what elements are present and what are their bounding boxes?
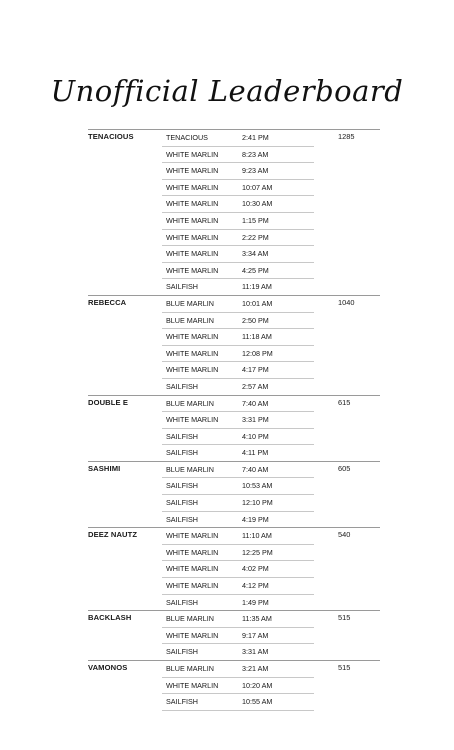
catch-row bbox=[162, 163, 314, 180]
catch-time: 11:18 AM bbox=[242, 332, 272, 342]
catch-row bbox=[162, 478, 314, 495]
catch-time: 3:34 AM bbox=[242, 249, 269, 259]
catch-time: 9:17 AM bbox=[242, 630, 269, 640]
catch-time: 1:49 PM bbox=[242, 597, 269, 607]
catch-species: WHITE MARLIN bbox=[166, 680, 219, 690]
team-points: 540 bbox=[338, 530, 351, 540]
catch-row bbox=[162, 346, 314, 363]
catch-time: 12:08 PM bbox=[242, 348, 273, 358]
catch-time: 3:31 AM bbox=[242, 647, 269, 657]
team-points: 605 bbox=[338, 463, 351, 473]
catch-time: 4:12 PM bbox=[242, 581, 269, 591]
team-name: BACKLASH bbox=[88, 613, 132, 623]
catch-row bbox=[162, 396, 314, 413]
catch-time: 4:19 PM bbox=[242, 514, 269, 524]
catch-time: 2:41 PM bbox=[242, 133, 269, 142]
catch-row bbox=[162, 545, 314, 562]
catch-list bbox=[162, 528, 314, 610]
catch-species: BLUE MARLIN bbox=[166, 398, 214, 408]
catch-species: WHITE MARLIN bbox=[166, 415, 219, 425]
catch-species: BLUE MARLIN bbox=[166, 664, 214, 673]
catch-species: WHITE MARLIN bbox=[166, 581, 219, 591]
catch-time: 9:23 AM bbox=[242, 166, 269, 176]
catch-time: 7:40 AM bbox=[242, 464, 269, 474]
catch-species: SAILFISH bbox=[166, 381, 198, 391]
catch-row bbox=[162, 512, 314, 528]
catch-row bbox=[162, 379, 314, 395]
catch-time: 11:10 AM bbox=[242, 531, 272, 541]
catch-species: WHITE MARLIN bbox=[166, 232, 219, 242]
catch-species: SAILFISH bbox=[166, 481, 198, 491]
catch-time: 11:19 AM bbox=[242, 282, 272, 292]
team-name: REBECCA bbox=[88, 297, 127, 307]
catch-row bbox=[162, 213, 314, 230]
team-name: VAMONOS bbox=[88, 663, 128, 672]
catch-row bbox=[162, 678, 314, 695]
catch-species: WHITE MARLIN bbox=[166, 564, 219, 574]
team-group bbox=[88, 129, 380, 295]
catch-time: 10:30 AM bbox=[242, 199, 273, 209]
catch-list bbox=[162, 462, 314, 527]
catch-species: SAILFISH bbox=[166, 647, 198, 657]
catch-time: 12:10 PM bbox=[242, 498, 273, 508]
catch-row bbox=[162, 296, 314, 313]
team-name: SASHIMI bbox=[88, 463, 121, 473]
catch-species: WHITE MARLIN bbox=[166, 215, 219, 225]
catch-species: WHITE MARLIN bbox=[166, 149, 219, 159]
team-group bbox=[88, 295, 380, 395]
table-bottom-rule bbox=[162, 710, 314, 711]
catch-time: 3:31 PM bbox=[242, 415, 269, 425]
catch-time: 4:10 PM bbox=[242, 431, 269, 441]
catch-row bbox=[162, 412, 314, 429]
catch-row bbox=[162, 362, 314, 379]
catch-time: 7:40 AM bbox=[242, 398, 269, 408]
catch-row bbox=[162, 279, 314, 295]
catch-time: 4:11 PM bbox=[242, 448, 269, 458]
catch-row bbox=[162, 429, 314, 446]
catch-species: BLUE MARLIN bbox=[166, 298, 214, 308]
catch-time: 4:17 PM bbox=[242, 365, 269, 375]
team-group bbox=[88, 660, 380, 710]
catch-time: 8:23 AM bbox=[242, 149, 269, 159]
catch-time: 12:25 PM bbox=[242, 547, 273, 557]
catch-time: 10:55 AM bbox=[242, 697, 273, 707]
catch-list bbox=[162, 661, 314, 710]
catch-species: SAILFISH bbox=[166, 431, 198, 441]
catch-row bbox=[162, 644, 314, 660]
team-group bbox=[88, 395, 380, 461]
catch-row bbox=[162, 313, 314, 330]
leaderboard bbox=[88, 129, 380, 711]
catch-row bbox=[162, 561, 314, 578]
catch-row bbox=[162, 196, 314, 213]
catch-time: 2:50 PM bbox=[242, 315, 269, 325]
catch-species: WHITE MARLIN bbox=[166, 348, 219, 358]
catch-row bbox=[162, 445, 314, 461]
catch-species: WHITE MARLIN bbox=[166, 365, 219, 375]
team-points: 615 bbox=[338, 397, 351, 407]
catch-time: 1:15 PM bbox=[242, 215, 269, 225]
catch-time: 3:21 AM bbox=[242, 664, 269, 673]
catch-species: WHITE MARLIN bbox=[166, 199, 219, 209]
catch-species: BLUE MARLIN bbox=[166, 614, 214, 624]
catch-species: WHITE MARLIN bbox=[166, 265, 219, 275]
catch-species: WHITE MARLIN bbox=[166, 332, 219, 342]
catch-time: 10:20 AM bbox=[242, 680, 273, 690]
catch-list bbox=[162, 130, 314, 295]
catch-species: SAILFISH bbox=[166, 282, 198, 292]
catch-species: SAILFISH bbox=[166, 597, 198, 607]
catch-time: 10:01 AM bbox=[242, 298, 273, 308]
catch-row bbox=[162, 578, 314, 595]
catch-list bbox=[162, 396, 314, 461]
catch-species: SAILFISH bbox=[166, 514, 198, 524]
catch-row bbox=[162, 147, 314, 164]
catch-species: WHITE MARLIN bbox=[166, 166, 219, 176]
catch-species: SAILFISH bbox=[166, 448, 198, 458]
team-name: TENACIOUS bbox=[88, 132, 134, 141]
catch-time: 11:35 AM bbox=[242, 614, 272, 624]
page-title: Unofficial Leaderboard bbox=[50, 74, 404, 108]
catch-time: 2:22 PM bbox=[242, 232, 269, 242]
catch-row bbox=[162, 495, 314, 512]
team-name: DOUBLE E bbox=[88, 397, 129, 407]
catch-species: WHITE MARLIN bbox=[166, 630, 219, 640]
catch-row bbox=[162, 628, 314, 645]
team-points: 1040 bbox=[338, 297, 355, 307]
catch-time: 4:25 PM bbox=[242, 265, 269, 275]
catch-species: SAILFISH bbox=[166, 498, 198, 508]
team-group bbox=[88, 610, 380, 660]
catch-species: WHITE MARLIN bbox=[166, 182, 219, 192]
team-points: 515 bbox=[338, 663, 351, 672]
catch-row bbox=[162, 263, 314, 280]
catch-species: SAILFISH bbox=[166, 697, 198, 707]
catch-time: 2:57 AM bbox=[242, 381, 269, 391]
catch-species: BLUE MARLIN bbox=[166, 315, 214, 325]
catch-species: WHITE MARLIN bbox=[166, 531, 219, 541]
catch-list bbox=[162, 611, 314, 660]
catch-species: WHITE MARLIN bbox=[166, 249, 219, 259]
team-points: 515 bbox=[338, 613, 351, 623]
team-points: 1285 bbox=[338, 132, 355, 141]
catch-row bbox=[162, 661, 314, 678]
catch-row bbox=[162, 528, 314, 545]
team-name: DEEZ NAUTZ bbox=[88, 530, 138, 540]
catch-row bbox=[162, 611, 314, 628]
catch-row bbox=[162, 694, 314, 710]
team-group bbox=[88, 461, 380, 527]
catch-row bbox=[162, 230, 314, 247]
catch-row bbox=[162, 595, 314, 611]
catch-species: BLUE MARLIN bbox=[166, 464, 214, 474]
catch-time: 4:02 PM bbox=[242, 564, 269, 574]
catch-time: 10:53 AM bbox=[242, 481, 273, 491]
team-group bbox=[88, 527, 380, 610]
catch-species: TENACIOUS bbox=[166, 133, 208, 142]
catch-row bbox=[162, 130, 314, 147]
catch-list bbox=[162, 296, 314, 395]
catch-row bbox=[162, 329, 314, 346]
catch-species: WHITE MARLIN bbox=[166, 547, 219, 557]
catch-row bbox=[162, 180, 314, 197]
catch-time: 10:07 AM bbox=[242, 182, 273, 192]
catch-row bbox=[162, 462, 314, 479]
catch-row bbox=[162, 246, 314, 263]
